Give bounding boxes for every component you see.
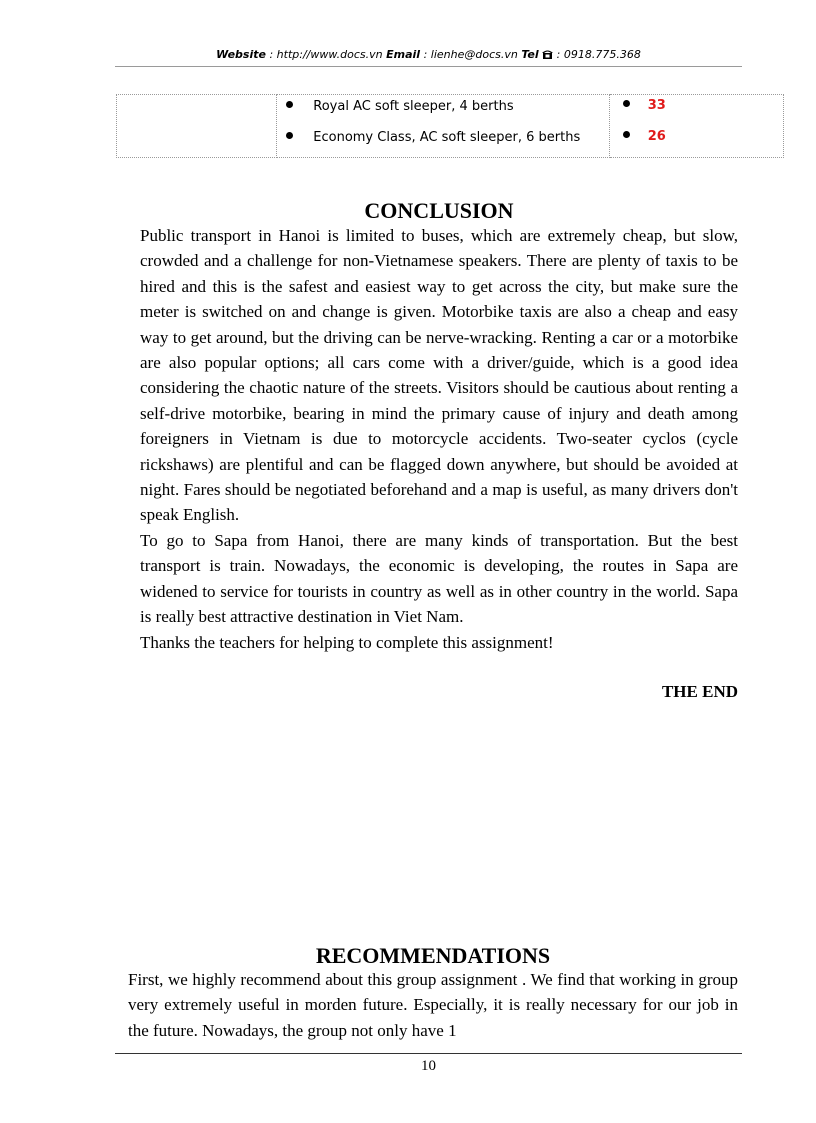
footer-divider: [115, 1053, 742, 1054]
recommendations-body: [128, 967, 738, 1043]
conclusion-paragraph: To go to Sapa from Hanoi, there are many kinds of transportation. But the best transport is train. Nowadays, the economic is developing, the routes in Sapa are widened to service for tourists in country as well as in other country in the world. Sapa is really best attractive destination in Viet Nam.: [140, 530, 738, 627]
table-cell-prices: [609, 95, 783, 158]
email-value: : lienhe@docs.vn: [423, 48, 518, 61]
table-cell-classes: [277, 95, 610, 158]
bullet-icon: [286, 101, 293, 108]
conclusion-heading: CONCLUSION: [364, 198, 514, 223]
list-item: [277, 95, 609, 126]
conclusion-paragraph: Public transport in Hanoi is limited to buses, which are extremely cheap, but slow, crowded and a challenge for non-Vietnamese speakers. There are plenty of taxis to be hired and this is the safest and easiest way to get across the city, but make sure the meter is switched on and change is given. Motorbike taxis are also a cheap and easy way to get around, but the driving can be nerve-wracking. Renting a car or a motorbike are also popular options; all cars come with a driver/guide, which is a good idea considering the chaotic nature of the streets. Visitors should be cautious about renting a self-drive motorbike, bearing in mind the primary cause of injury and death among foreigners in Vietnam is due to motorcycle accidents. Two-seater cyclos (cycle rickshaws) are plentiful and can be flagged down anywhere, but should be avoided at night. Fares should be negotiated beforehand and a map is useful, as many drivers don't speak English.: [140, 226, 738, 525]
table-cell-empty: [117, 95, 277, 158]
the-end-label: THE END: [661, 682, 738, 701]
list-item: [610, 95, 783, 126]
bullet-icon: [623, 131, 630, 138]
conclusion-paragraph: Thanks the teachers for helping to complete this assignment!: [140, 632, 554, 652]
conclusion-body: [140, 223, 738, 655]
bullet-icon: [623, 100, 630, 107]
bullet-icon: [286, 132, 293, 139]
website-value: : http://www.docs.vn: [269, 48, 383, 61]
page-number: 10: [421, 1058, 436, 1074]
header-divider: [115, 66, 742, 67]
ticket-class-label: Royal AC soft sleeper, 4 berths: [313, 99, 514, 114]
ticket-class-label: Economy Class, AC soft sleeper, 6 berths: [313, 130, 581, 145]
email-label: Email: [386, 48, 421, 61]
list-item: [277, 126, 609, 157]
website-label: Website: [216, 48, 266, 61]
tel-value: : 0918.775.368: [556, 48, 641, 61]
list-item: [610, 126, 783, 157]
page-header: [115, 48, 742, 62]
tel-label: Tel: [521, 48, 539, 61]
fare-table: [116, 94, 784, 158]
recommendations-heading: RECOMMENDATIONS: [315, 943, 551, 968]
price-value: 26: [647, 129, 666, 144]
price-value: 33: [647, 98, 666, 113]
table-row: [117, 95, 784, 158]
telephone-icon: [542, 49, 553, 59]
recommendations-paragraph: First, we highly recommend about this group assignment . We find that working in group very extremely useful in morden future. Especially, it is really necessary for our job in the future. Nowadays, the group not only have 1: [128, 970, 738, 1040]
